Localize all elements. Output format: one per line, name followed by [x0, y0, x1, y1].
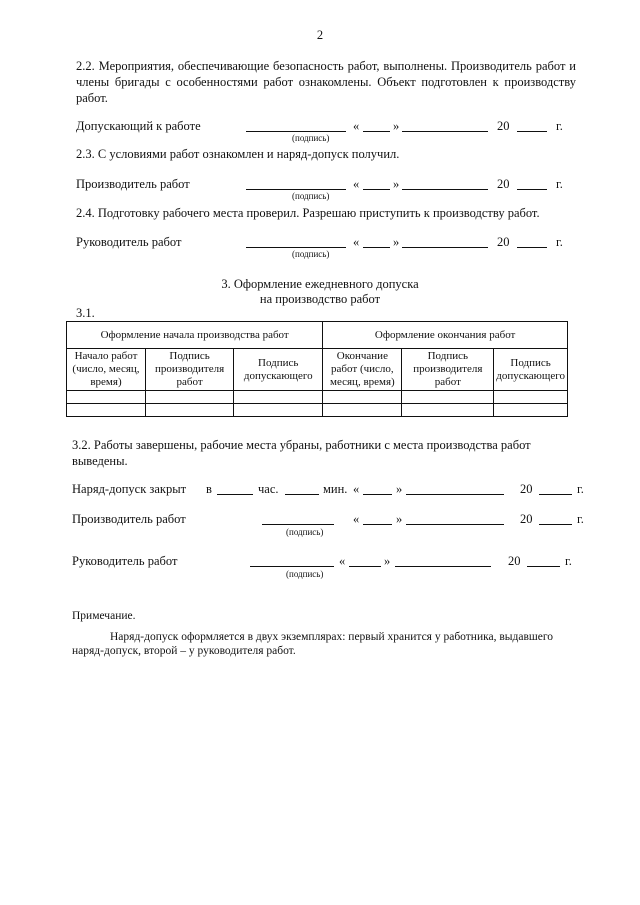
year-line[interactable] — [517, 247, 547, 248]
table-cell[interactable] — [323, 391, 402, 404]
manager-label: Руководитель работ — [72, 554, 178, 568]
section-3-2-text: 3.2. Работы завершены, рабочие места убраны, работники с места производства работ выведены. — [72, 438, 531, 468]
closed-hour: час. — [258, 482, 279, 496]
month-line[interactable] — [406, 494, 504, 495]
day-line[interactable] — [349, 566, 381, 567]
year-prefix: 20 — [497, 119, 510, 133]
year-line[interactable] — [539, 494, 572, 495]
quote-open: « — [353, 235, 360, 249]
section-3-1-label: 3.1. — [76, 306, 95, 320]
year-suffix: г. — [556, 119, 563, 133]
day-line[interactable] — [363, 524, 392, 525]
table-cell[interactable] — [145, 391, 233, 404]
quote-close: » — [384, 554, 391, 568]
producer-label: Производитель работ — [72, 512, 186, 526]
signature-caption: (подпись) — [292, 191, 330, 201]
signature-caption: (подпись) — [286, 527, 324, 537]
table-header-producer-signature: Подпись производителя работ — [145, 349, 233, 391]
table-header-admitter-signature-end: Подпись допускающего — [494, 349, 568, 391]
month-line[interactable] — [402, 247, 488, 248]
day-line[interactable] — [363, 189, 390, 190]
section-2-3-text: 2.3. С условиями работ ознакомлен и наряд-допуск получил. — [76, 147, 400, 161]
signature-caption: (подпись) — [292, 249, 330, 259]
year-line[interactable] — [527, 566, 560, 567]
table-header-end-time: Окончание работ (число, месяц, время) — [323, 349, 402, 391]
quote-open: « — [339, 554, 346, 568]
year-suffix: г. — [556, 177, 563, 191]
hour-line[interactable] — [217, 494, 253, 495]
note-text: Наряд-допуск оформляется в двух экземплярах: первый хранится у работника, выдавшего наряд-допуск, второй – у руководителя работ. — [72, 631, 554, 657]
year-prefix: 20 — [508, 554, 521, 568]
section-2-4-text: 2.4. Подготовку рабочего места проверил. Разрешаю приступить к производству работ. — [76, 206, 540, 220]
table-header-start-time: Начало работ (число, месяц, время) — [67, 349, 146, 391]
signature-line[interactable] — [250, 566, 334, 567]
signature-caption: (подпись) — [286, 569, 324, 579]
table-cell[interactable] — [402, 391, 494, 404]
year-line[interactable] — [539, 524, 572, 525]
day-line[interactable] — [363, 131, 390, 132]
table-cell[interactable] — [67, 391, 146, 404]
signature-line[interactable] — [246, 131, 346, 132]
closed-in: в — [206, 482, 212, 496]
month-line[interactable] — [402, 131, 488, 132]
table-cell[interactable] — [234, 391, 323, 404]
day-line[interactable] — [363, 247, 390, 248]
table-group-end: Оформление окончания работ — [323, 322, 568, 349]
year-suffix: г. — [577, 482, 584, 496]
table-cell[interactable] — [402, 404, 494, 417]
quote-close: » — [396, 482, 403, 496]
table-cell[interactable] — [494, 404, 568, 417]
table-cell[interactable] — [67, 404, 146, 417]
table-cell[interactable] — [145, 404, 233, 417]
quote-close: » — [396, 512, 403, 526]
year-prefix: 20 — [497, 177, 510, 191]
signature-line[interactable] — [262, 524, 334, 525]
year-prefix: 20 — [520, 512, 533, 526]
day-line[interactable] — [363, 494, 392, 495]
table-cell[interactable] — [234, 404, 323, 417]
year-prefix: 20 — [497, 235, 510, 249]
table-cell[interactable] — [494, 391, 568, 404]
signature-caption: (подпись) — [292, 133, 330, 143]
quote-open: « — [353, 512, 360, 526]
minute-line[interactable] — [285, 494, 319, 495]
quote-close: » — [393, 177, 400, 191]
quote-open: « — [353, 177, 360, 191]
year-suffix: г. — [556, 235, 563, 249]
signature-line[interactable] — [246, 247, 346, 248]
producer-label: Производитель работ — [76, 177, 190, 191]
closed-min: мин. — [323, 482, 348, 496]
quote-open: « — [353, 119, 360, 133]
year-suffix: г. — [565, 554, 572, 568]
table-header-producer-signature-end: Подпись производителя работ — [402, 349, 494, 391]
quote-close: » — [393, 119, 400, 133]
section-3-title-line1: 3. Оформление ежедневного допуска — [221, 277, 419, 291]
month-line[interactable] — [395, 566, 491, 567]
table-header-admitter-signature: Подпись допускающего — [234, 349, 323, 391]
section-3-title-line2: на производство работ — [259, 292, 381, 306]
admission-table — [66, 321, 568, 417]
table-row — [67, 391, 568, 404]
month-line[interactable] — [406, 524, 504, 525]
month-line[interactable] — [402, 189, 488, 190]
page-number: 2 — [316, 28, 324, 42]
table-cell[interactable] — [323, 404, 402, 417]
signature-line[interactable] — [246, 189, 346, 190]
note-title: Примечание. — [72, 610, 136, 622]
quote-open: « — [353, 482, 360, 496]
year-line[interactable] — [517, 131, 547, 132]
admitter-label: Допускающий к работе — [76, 119, 201, 133]
year-line[interactable] — [517, 189, 547, 190]
year-prefix: 20 — [520, 482, 533, 496]
manager-label: Руководитель работ — [76, 235, 182, 249]
section-2-2-text: 2.2. Мероприятия, обеспечивающие безопасность работ, выполнены. Производитель работ и члены бригады с особенностями работ ознакомлены. Объект подготовлен к производству работ. — [76, 59, 576, 105]
table-row — [67, 404, 568, 417]
closed-label: Наряд-допуск закрыт — [72, 482, 187, 496]
table-group-start: Оформление начала производства работ — [67, 322, 323, 349]
year-suffix: г. — [577, 512, 584, 526]
quote-close: » — [393, 235, 400, 249]
